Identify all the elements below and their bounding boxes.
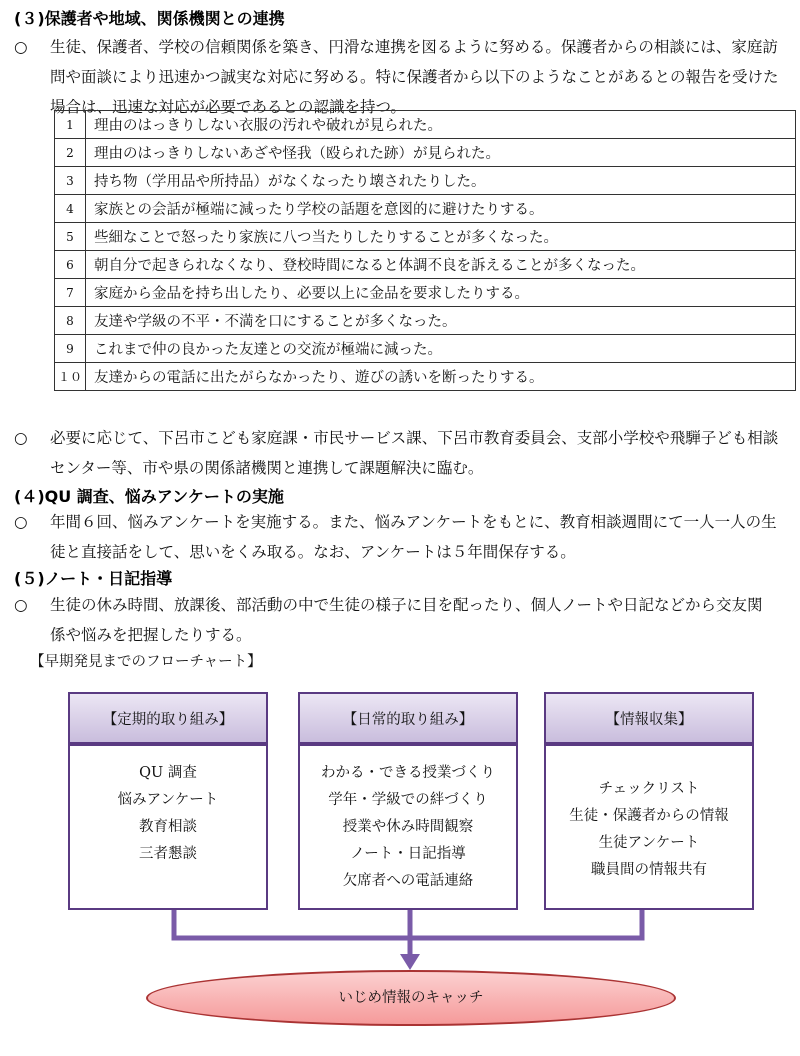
row-text: 友達からの電話に出たがらなかったり、遊びの誘いを断ったりする。: [86, 363, 796, 391]
box-info: [544, 744, 754, 910]
box-daily-title: 【日常的取り組み】: [298, 692, 518, 744]
bullet-mark: ○: [14, 38, 28, 56]
result-ellipse: いじめ情報のキャッチ: [146, 970, 676, 1026]
row-text: 理由のはっきりしない衣服の汚れや破れが見られた。: [86, 111, 796, 139]
row-text: 持ち物（学用品や所持品）がなくなったり壊されたりした。: [86, 167, 796, 195]
section5-heading: (５)ノート・日記指導: [14, 569, 173, 588]
row-number: 3: [55, 167, 86, 195]
box-item: 生徒・保護者からの情報: [569, 808, 729, 824]
row-number: 9: [55, 335, 86, 363]
bullet-mark: ○: [14, 596, 28, 614]
row-text: 家族との会話が極端に減ったり学校の話題を意図的に避けたりする。: [86, 195, 796, 223]
paragraph-line: 徒と直接話をして、思いをくみ取る。なお、アンケートは５年間保存する。: [50, 543, 576, 561]
paragraph-line: センター等、市や県の関係諸機関と連携して課題解決に臨む。: [50, 459, 484, 477]
flowchart-label: 【早期発見までのフローチャート】: [30, 654, 262, 670]
paragraph-line: 係や悩みを把握したりする。: [50, 626, 252, 644]
arrow-down-icon: [400, 954, 420, 970]
box-item: 三者懇談: [139, 846, 197, 862]
box-daily: [298, 744, 518, 910]
section4-heading: (４)QU 調査、悩みアンケートの実施: [14, 487, 284, 506]
row-text: 理由のはっきりしないあざや怪我（殴られた跡）が見られた。: [86, 139, 796, 167]
box-periodic-title: 【定期的取り組み】: [68, 692, 268, 744]
paragraph-line: 生徒、保護者、学校の信頼関係を築き、円滑な連携を図るように努める。保護者からの相談には、家庭訪: [50, 38, 778, 56]
paragraph-line: 必要に応じて、下呂市こども家庭課・市民サービス課、下呂市教育委員会、支部小学校や飛騨子ども相談: [50, 429, 779, 447]
box-item: チェックリスト: [598, 781, 700, 797]
box-info-title: 【情報収集】: [544, 692, 754, 744]
row-number: 1: [55, 111, 86, 139]
box-item: ノート・日記指導: [350, 846, 466, 862]
paragraph-line: 年間６回、悩みアンケートを実施する。また、悩みアンケートをもとに、教育相談週間にて一人一人の生: [50, 513, 777, 531]
box-item: 生徒アンケート: [598, 835, 700, 851]
box-item: 学年・学級での絆づくり: [328, 792, 488, 808]
row-text: 些細なことで怒ったり家族に八つ当たりしたりすることが多くなった。: [86, 223, 796, 251]
row-text: 家庭から金品を持ち出したり、必要以上に金品を要求したりする。: [86, 279, 796, 307]
row-number: 7: [55, 279, 86, 307]
row-number: 8: [55, 307, 86, 335]
row-number: １０: [55, 363, 86, 391]
box-item: 授業や休み時間観察: [342, 819, 474, 835]
row-text: 朝自分で起きられなくなり、登校時間になると体調不良を訴えることが多くなった。: [86, 251, 796, 279]
bullet-mark: ○: [14, 429, 28, 447]
row-number: 6: [55, 251, 86, 279]
bullet-mark: ○: [14, 513, 28, 531]
section3-heading: (３)保護者や地域、関係機関との連携: [14, 9, 285, 28]
row-text: これまで仲の良かった友達との交流が極端に減った。: [86, 335, 796, 363]
paragraph-line: 問や面談により迅速かつ誠実な対応に努める。特に保護者から以下のようなことがあるとの報告を受けた: [50, 68, 779, 86]
box-item: 職員間の情報共有: [591, 862, 707, 878]
box-item: QU 調査: [139, 765, 197, 781]
paragraph-line: 場合は、迅速な対応が必要であるとの認識を持つ。: [50, 98, 406, 116]
box-periodic: [68, 744, 268, 910]
box-item: わかる・できる授業づくり: [321, 765, 495, 781]
box-item: 悩みアンケート: [117, 792, 219, 808]
row-text: 友達や学級の不平・不満を口にすることが多くなった。: [86, 307, 796, 335]
box-item: 教育相談: [139, 819, 197, 835]
paragraph-line: 生徒の休み時間、放課後、部活動の中で生徒の様子に目を配ったり、個人ノートや日記などから交友関: [50, 596, 763, 614]
row-number: 5: [55, 223, 86, 251]
row-number: 4: [55, 195, 86, 223]
row-number: 2: [55, 139, 86, 167]
box-item: 欠席者への電話連絡: [342, 873, 474, 889]
